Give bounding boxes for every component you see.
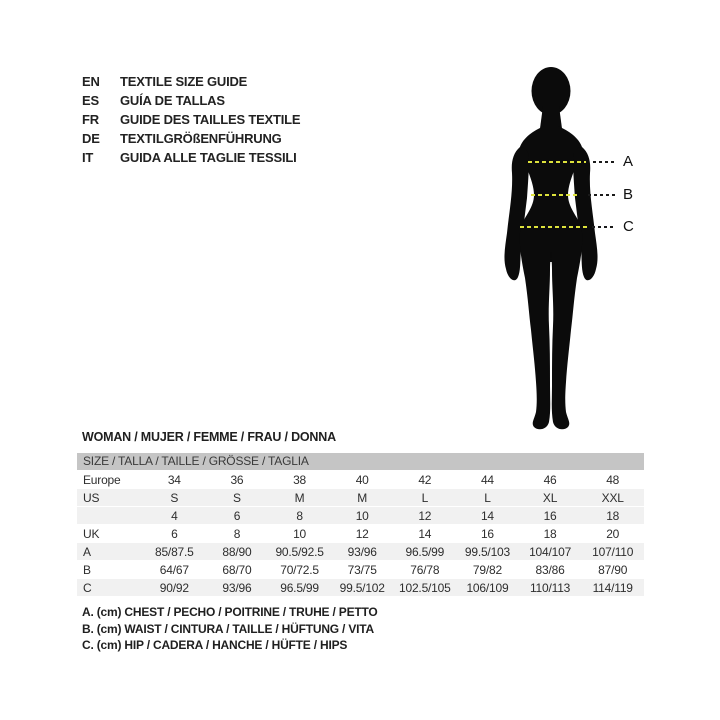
size-cell: 36 [230, 473, 244, 487]
table-row [77, 543, 644, 561]
table-row [77, 579, 644, 597]
size-cell: 104/107 [529, 545, 572, 559]
size-cell: 90/92 [159, 581, 189, 595]
measure-label: B [623, 186, 634, 203]
measurement-legend [82, 604, 378, 654]
size-cell: 18 [543, 527, 557, 541]
size-cell: 88/90 [222, 545, 252, 559]
size-cell: 12 [418, 509, 432, 523]
size-cell: 6 [171, 527, 178, 541]
size-cell: 42 [418, 473, 432, 487]
size-cell: 14 [418, 527, 432, 541]
language-row [82, 110, 300, 129]
size-cell: XXL [601, 491, 624, 505]
row-label: Europe [83, 473, 121, 487]
language-row [82, 91, 300, 110]
measure-dash-line-callout [588, 194, 617, 196]
row-label: UK [83, 527, 100, 541]
table-row [77, 507, 644, 525]
size-cell: 68/70 [222, 563, 252, 577]
measure-dash-line-callout [593, 161, 617, 163]
size-cell: L [421, 491, 429, 505]
language-title-list [82, 72, 300, 167]
size-cell: 10 [355, 509, 369, 523]
size-cell: S [233, 491, 241, 505]
row-label: B [83, 563, 91, 577]
guide-title-text: GUIDA ALLE TAGLIE TESSILI [120, 150, 297, 165]
size-cell: 12 [355, 527, 369, 541]
size-cell: 85/87.5 [154, 545, 194, 559]
guide-title-text: GUÍA DE TALLAS [120, 93, 225, 108]
legend-line: C. (cm) HIP / CADERA / HANCHE / HÜFTE / HIPS [82, 638, 348, 652]
size-cell: M [357, 491, 368, 505]
size-cell: 18 [606, 509, 620, 523]
measure-label: C [623, 218, 634, 235]
measure-dash-line-body [528, 161, 586, 163]
row-label: A [83, 545, 91, 559]
size-cell: 20 [606, 527, 620, 541]
size-cell: 93/96 [347, 545, 377, 559]
size-cell: 46 [543, 473, 557, 487]
size-cell: XL [542, 491, 558, 505]
row-label: C [83, 581, 92, 595]
size-cell: M [294, 491, 305, 505]
language-code: FR [82, 112, 99, 127]
size-cell: 106/109 [466, 581, 509, 595]
language-code: ES [82, 93, 99, 108]
language-code: IT [82, 150, 94, 165]
row-label: US [83, 491, 100, 505]
size-cell: 96.5/99 [405, 545, 445, 559]
table-row [77, 471, 644, 489]
size-table-header: SIZE / TALLA / TAILLE / GRÖSSE / TAGLIA [77, 453, 644, 470]
size-cell: 10 [293, 527, 307, 541]
size-cell: 64/67 [159, 563, 189, 577]
size-cell: 16 [480, 527, 494, 541]
woman-silhouette-graphic [495, 60, 615, 432]
size-cell: 44 [480, 473, 494, 487]
language-row [82, 129, 300, 148]
size-cell: 16 [543, 509, 557, 523]
size-table-body [77, 471, 644, 597]
size-cell: 79/82 [472, 563, 502, 577]
language-row [82, 148, 300, 167]
silhouette-right-leg [551, 224, 582, 429]
size-cell: 76/78 [410, 563, 440, 577]
size-cell: 87/90 [598, 563, 628, 577]
size-cell: 70/72.5 [280, 563, 319, 577]
size-cell: 14 [480, 509, 494, 523]
size-cell: 34 [167, 473, 181, 487]
size-cell: 73/75 [347, 563, 377, 577]
guide-title-text: TEXTILE SIZE GUIDE [120, 74, 248, 89]
size-cell: L [484, 491, 491, 505]
language-row [82, 72, 300, 91]
language-code: EN [82, 74, 100, 89]
measure-label: A [623, 153, 634, 170]
guide-title-text: GUIDE DES TAILLES TEXTILE [120, 112, 301, 127]
guide-title-text: TEXTILGRÖßENFÜHRUNG [120, 131, 282, 146]
legend-line: B. (cm) WAIST / CINTURA / TAILLE / HÜFTUNG / VITA [82, 621, 374, 636]
measure-dash-line-body [531, 194, 580, 196]
size-cell: S [170, 491, 179, 505]
size-cell: 38 [293, 473, 307, 487]
legend-line: A. (cm) CHEST / PECHO / POITRINE / TRUHE / PETTO [82, 605, 378, 619]
size-cell: 48 [606, 473, 620, 487]
size-cell: 102.5/105 [399, 581, 451, 595]
size-cell: 99.5/102 [339, 581, 385, 595]
size-cell: 83/86 [535, 563, 565, 577]
size-cell: 40 [355, 473, 369, 487]
table-row [77, 525, 644, 543]
size-cell: 110/113 [529, 581, 571, 595]
size-cell: 114/119 [592, 581, 633, 595]
size-cell: 6 [233, 509, 241, 523]
language-code: DE [82, 131, 100, 146]
size-cell: 107/110 [592, 545, 634, 559]
measure-dash-line-callout [592, 226, 615, 228]
gender-title: WOMAN / MUJER / FEMME / FRAU / DONNA [82, 430, 336, 444]
size-cell: 90.5/92.5 [275, 545, 324, 559]
size-cell: 93/96 [222, 581, 252, 595]
size-cell: 8 [296, 509, 303, 523]
size-table [77, 453, 644, 597]
measure-dash-line-body [520, 226, 588, 228]
table-row [77, 489, 644, 507]
silhouette-left-leg [520, 224, 551, 429]
size-cell: 8 [233, 527, 241, 541]
size-cell: 96.5/99 [280, 581, 319, 595]
row-label [77, 507, 143, 525]
table-row [77, 561, 644, 579]
size-cell: 99.5/103 [464, 545, 510, 559]
size-cell: 4 [171, 509, 178, 523]
